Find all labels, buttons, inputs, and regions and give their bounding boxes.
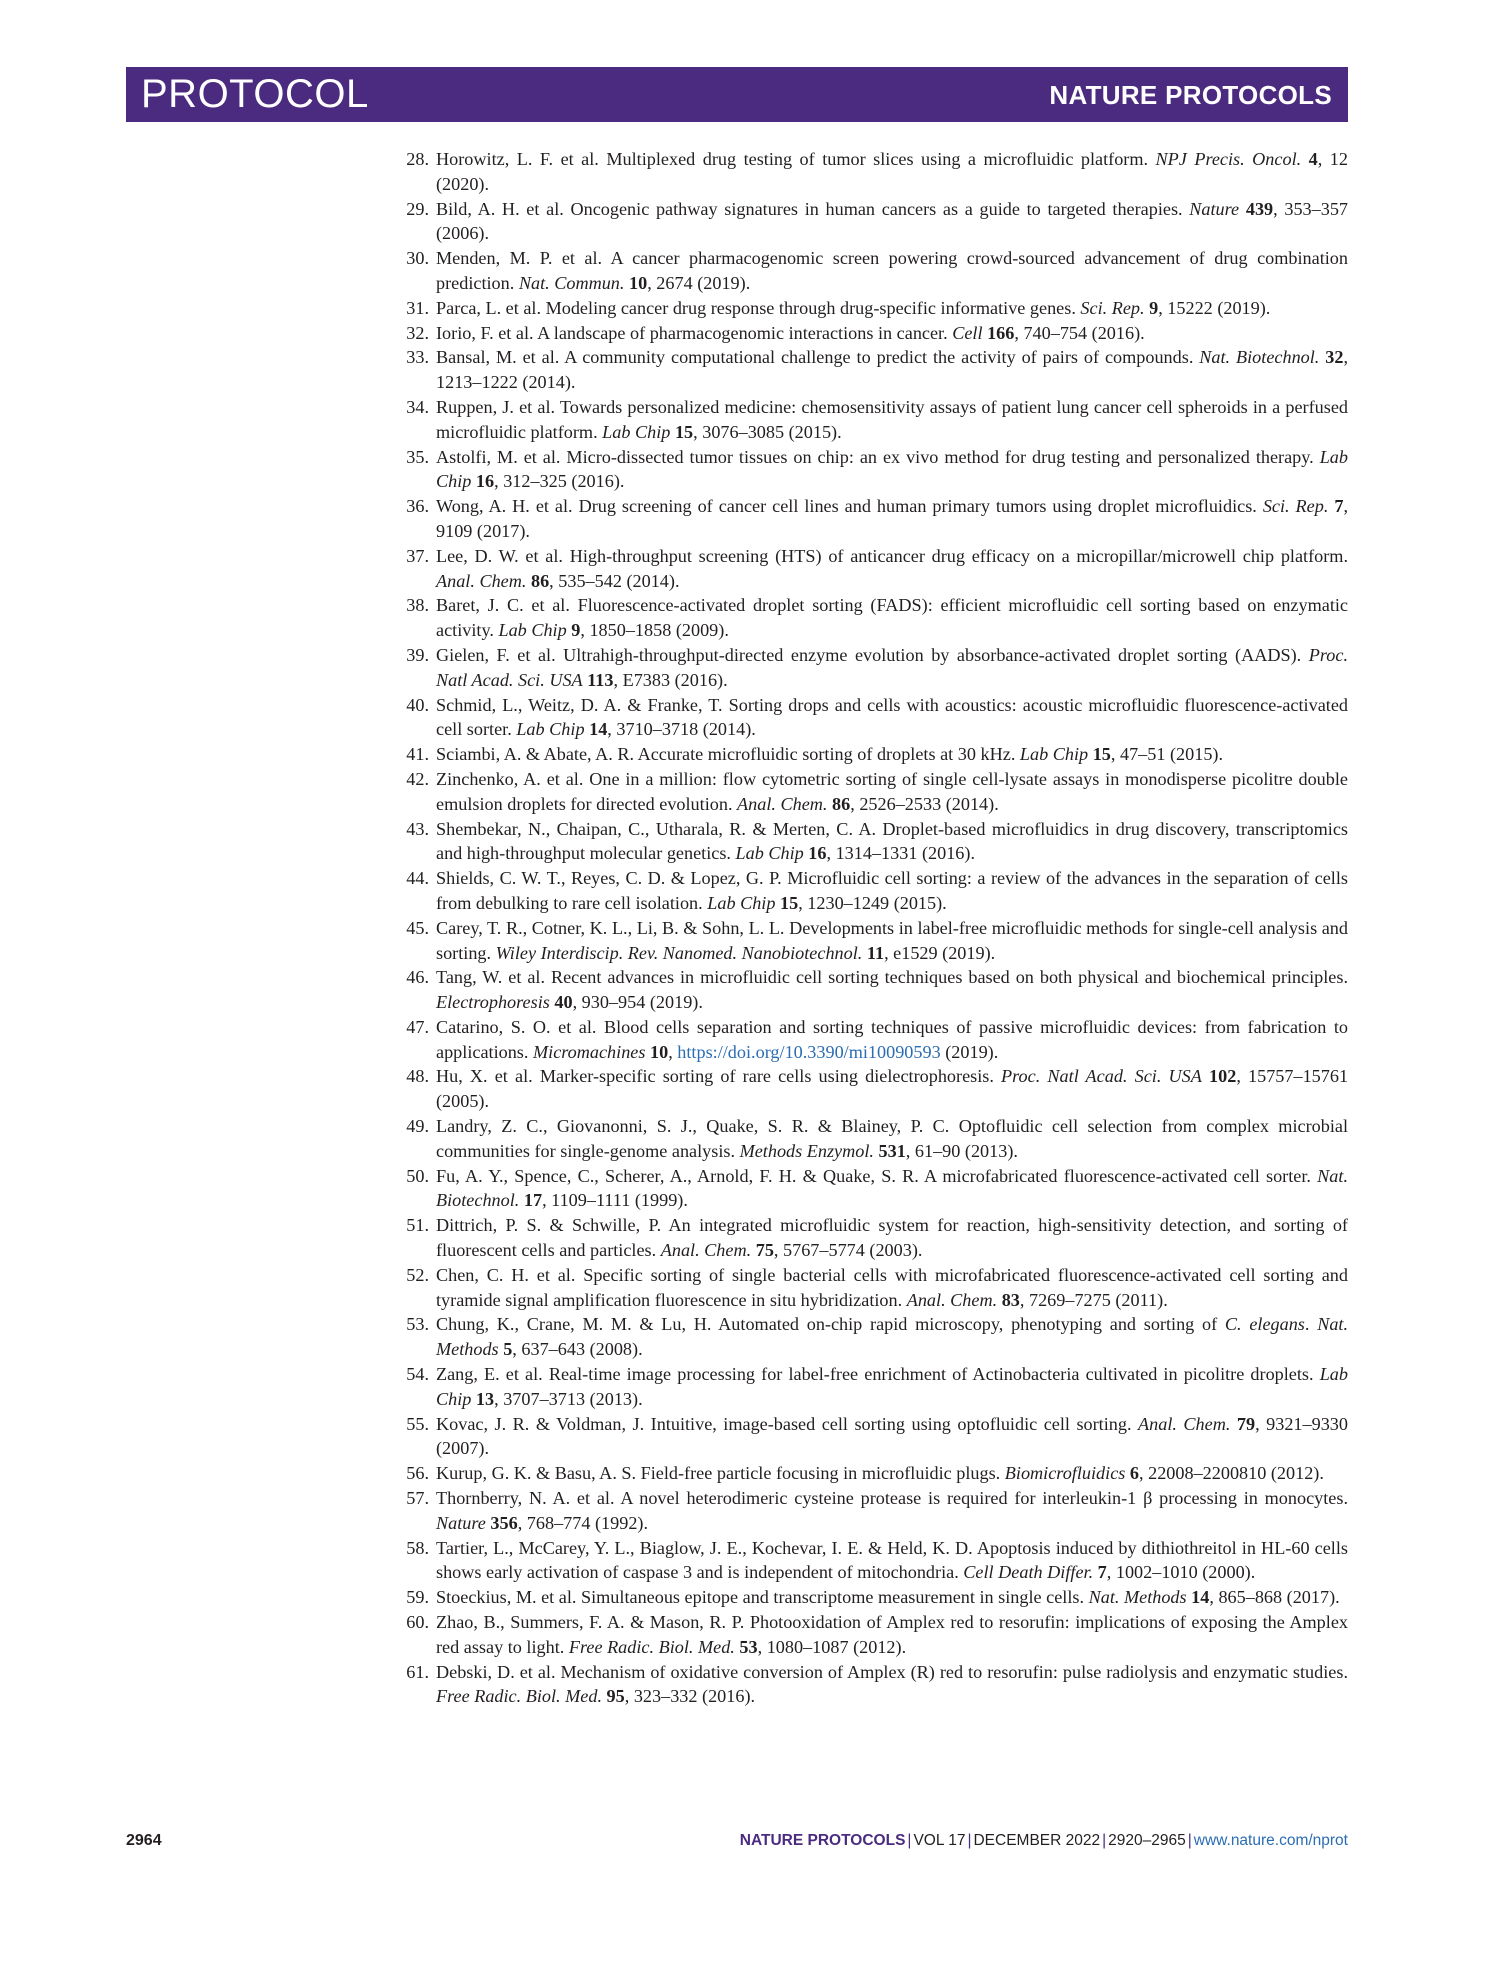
reference-volume: 11 [866, 942, 885, 963]
reference-text: Zhao, B., Summers, F. A. & Mason, R. P. Photooxidation of Amplex red to resorufin: implications of exposing the Amplex red assay to light. [436, 1612, 1348, 1657]
reference-journal: Lab Chip [516, 719, 585, 740]
reference-item [399, 866, 1348, 916]
reference-volume: 14 [1191, 1587, 1210, 1608]
reference-item [399, 1362, 1348, 1412]
reference-text: Horowitz, L. F. et al. Multiplexed drug testing of tumor slices using a microfluidic platform. [436, 149, 1156, 169]
reference-number: 60. [406, 1612, 429, 1633]
reference-text: Zinchenko, A. et al. One in a million: flow cytometric sorting of single cell-lysate assays in monodisperse picolitre double emulsion droplets for directed evolution. [436, 768, 1348, 814]
reference-text: Lee, D. W. et al. High-throughput screening (HTS) of anticancer drug efficacy on a micropillar/microwell chip platform. [436, 545, 1348, 566]
reference-number: 37. [406, 545, 429, 566]
reference-item [399, 321, 1348, 346]
reference-number: 47. [406, 1016, 429, 1037]
reference-item [399, 1461, 1348, 1486]
reference-journal: Nat. Methods [436, 1314, 1349, 1360]
footer-separator: | [1102, 1832, 1107, 1849]
footer-separator: | [1187, 1832, 1192, 1849]
reference-number: 44. [406, 868, 429, 889]
reference-journal: Lab Chip [1019, 744, 1089, 765]
reference-journal: Nat. Methods [1088, 1587, 1187, 1608]
reference-number: 57. [406, 1488, 429, 1509]
reference-journal: Anal. Chem. [436, 570, 527, 591]
reference-item [399, 494, 1348, 544]
reference-journal: Anal. Chem. [1138, 1413, 1231, 1434]
reference-text: Chung, K., Crane, M. M. & Lu, H. Automated on-chip rapid microscopy, phenotyping and sorting of [436, 1314, 1225, 1335]
reference-pages: , 2674 (2019). [647, 272, 751, 293]
reference-pages: , E7383 (2016). [613, 669, 728, 690]
reference-text: Tang, W. et al. Recent advances in microfluidic cell sorting techniques based on both physical and biochemical principles. [436, 967, 1348, 988]
reference-item [399, 1015, 1348, 1065]
reference-volume: 16 [475, 471, 495, 492]
reference-number: 42. [406, 768, 429, 789]
reference-text: Kurup, G. K. & Basu, A. S. Field-free particle focusing in microfluidic plugs. [436, 1463, 1005, 1484]
reference-journal: C. elegans [1224, 1314, 1305, 1335]
reference-pages: , 1109–1111 (1999). [542, 1190, 688, 1211]
footer-separator: | [907, 1832, 912, 1849]
reference-text: Menden, M. P. et al. A cancer pharmacogenomic screen powering crowd-sourced advancement of drug combination prediction. [436, 248, 1348, 293]
footer-citation [740, 1832, 1348, 1850]
reference-number: 28. [406, 149, 429, 169]
reference-journal: Lab Chip [707, 892, 776, 913]
reference-pages: , 3710–3718 (2014). [607, 719, 756, 740]
reference-pages: , 15757–15761 (2005). [436, 1066, 1349, 1112]
reference-journal: Electrophoresis [436, 992, 550, 1013]
reference-volume: 439 [1245, 198, 1274, 219]
reference-pages: , [668, 1041, 678, 1062]
reference-journal: Anal. Chem. [660, 1240, 752, 1261]
reference-volume: 7 [1097, 1562, 1107, 1583]
reference-text: Kovac, J. R. & Voldman, J. Intuitive, image-based cell sorting using optofluidic cell sorting. [436, 1413, 1139, 1434]
reference-volume: 15 [780, 892, 799, 913]
reference-item [399, 1536, 1348, 1586]
reference-item [399, 965, 1348, 1015]
reference-journal: Nature [436, 1512, 486, 1533]
reference-number: 31. [406, 297, 429, 318]
reference-pages: , e1529 (2019). [884, 942, 996, 963]
reference-number: 33. [406, 347, 429, 368]
reference-spacer [1202, 1066, 1209, 1086]
reference-number: 43. [406, 818, 429, 839]
reference-item [399, 817, 1348, 867]
footer-date: DECEMBER 2022 [973, 1832, 1101, 1849]
reference-item [399, 1164, 1348, 1214]
reference-item [399, 1585, 1348, 1610]
footer-journal: NATURE PROTOCOLS [739, 1832, 906, 1849]
reference-number: 53. [406, 1314, 429, 1335]
reference-item [399, 395, 1348, 445]
reference-pages: , 865–868 (2017). [1209, 1587, 1340, 1608]
reference-item [399, 693, 1348, 743]
reference-volume: 9 [1149, 297, 1159, 318]
reference-number: 49. [406, 1116, 429, 1137]
reference-pages: , 9321–9330 (2007). [436, 1413, 1348, 1459]
footer-pages: 2920–2965 [1108, 1832, 1186, 1849]
reference-journal: Proc. Natl Acad. Sci. USA [1001, 1066, 1202, 1087]
reference-text: Debski, D. et al. Mechanism of oxidative conversion of Amplex (R) red to resorufin: pulse radiolysis and enzymatic studies. [436, 1661, 1348, 1682]
reference-pages: , 353–357 (2006). [436, 198, 1349, 244]
reference-text: Tartier, L., McCarey, Y. L., Biaglow, J. E., Kochevar, I. E. & Held, K. D. Apoptosis induced by dithiothreitol in HL-60 cells shows early activation of caspase 3 and is independent of mitochondria. [436, 1537, 1348, 1583]
reference-journal: Nat. Commun. [518, 272, 625, 293]
reference-volume: 79 [1236, 1413, 1256, 1434]
reference-journal: Anal. Chem. [906, 1289, 998, 1310]
reference-number: 54. [406, 1364, 429, 1385]
reference-pages: , 7269–7275 (2011). [1019, 1289, 1168, 1310]
reference-item [399, 147, 1348, 197]
reference-volume: 9 [571, 620, 581, 641]
reference-pages: , 12 (2020). [436, 149, 1348, 194]
reference-text: Ruppen, J. et al. Towards personalized medicine: chemosensitivity assays of patient lung cancer cell spheroids in a perfused microfluidic platform. [436, 396, 1348, 442]
reference-number: 59. [406, 1587, 429, 1608]
reference-journal: Biomicrofluidics [1004, 1463, 1126, 1484]
reference-journal: Free Radic. Biol. Med. [436, 1686, 602, 1707]
reference-item [399, 296, 1348, 321]
reference-journal: Lab Chip [498, 620, 567, 641]
reference-pages: , 1080–1087 (2012). [757, 1636, 907, 1657]
reference-list [399, 147, 1348, 1709]
reference-item [399, 1064, 1348, 1114]
reference-text: Sciambi, A. & Abate, A. R. Accurate microfluidic sorting of droplets at 30 kHz. [436, 744, 1020, 765]
reference-text: Schmid, L., Weitz, D. A. & Franke, T. Sorting drops and cells with acoustics: acoustic microfluidic fluorescence-activated cell sorter. [436, 694, 1348, 740]
reference-text: Shields, C. W. T., Reyes, C. D. & Lopez, G. P. Microfluidic cell sorting: a review of the advances in the separation of cells from debulking to rare cell isolation. [436, 868, 1348, 913]
reference-pages: , 312–325 (2016). [494, 471, 625, 492]
reference-item [399, 1412, 1348, 1462]
reference-number: 30. [406, 248, 429, 269]
reference-item [399, 1312, 1348, 1362]
reference-item [399, 197, 1348, 247]
reference-item [399, 643, 1348, 693]
journal-name: NATURE PROTOCOLS [1049, 80, 1332, 110]
reference-pages: , 535–542 (2014). [549, 570, 680, 591]
reference-year: (2019). [940, 1041, 999, 1062]
reference-volume: 5 [503, 1339, 513, 1360]
reference-pages: , 3707–3713 (2013). [494, 1388, 643, 1409]
reference-text: Iorio, F. et al. A landscape of pharmacogenomic interactions in cancer. [436, 322, 953, 343]
reference-pages: , 1213–1222 (2014). [436, 347, 1349, 393]
reference-text: Gielen, F. et al. Ultrahigh-throughput-directed enzyme evolution by absorbance-activated droplet sorting (AADS). [436, 644, 1309, 665]
reference-text: Landry, Z. C., Giovanonni, S. J., Quake, S. R. & Blainey, P. C. Optofluidic cell selection from complex microbial communities for single-genome analysis. [436, 1116, 1348, 1161]
reference-text: Stoeckius, M. et al. Simultaneous epitope and transcriptome measurement in single cells. [436, 1587, 1089, 1608]
reference-pages: , 2526–2533 (2014). [850, 793, 999, 814]
reference-text: Astolfi, M. et al. Micro-dissected tumor tissues on chip: an ex vivo method for drug testing and personalized therapy. [436, 446, 1320, 467]
reference-item [399, 345, 1348, 395]
reference-journal: Sci. Rep. [1262, 496, 1329, 517]
reference-text: Wong, A. H. et al. Drug screening of cancer cell lines and human primary tumors using droplet microfluidics. [436, 496, 1263, 517]
reference-doi-link[interactable]: https://doi.org/10.3390/mi10090593 [677, 1041, 941, 1062]
reference-pages: , 61–90 (2013). [905, 1140, 1018, 1161]
reference-journal: Cell [952, 322, 983, 343]
header-banner [126, 67, 1348, 122]
reference-item [399, 1114, 1348, 1164]
reference-item [399, 916, 1348, 966]
reference-text: Shembekar, N., Chaipan, C., Utharala, R. & Merten, C. A. Droplet-based microfluidics in drug discovery, transcriptomics and high-throughput molecular genetics. [436, 818, 1348, 864]
reference-number: 36. [406, 496, 429, 517]
reference-pages: , 1002–1010 (2000). [1106, 1562, 1256, 1583]
reference-number: 58. [406, 1537, 429, 1558]
reference-number: 29. [406, 198, 429, 219]
reference-item [399, 544, 1348, 594]
reference-pages: , 740–754 (2016). [1014, 322, 1145, 343]
reference-number: 41. [406, 744, 429, 765]
reference-volume: 113 [587, 669, 614, 690]
footer-separator: | [967, 1832, 972, 1849]
reference-number: 35. [406, 446, 429, 467]
reference-number: 51. [406, 1215, 429, 1236]
reference-number: 40. [406, 694, 429, 715]
page-number: 2964 [126, 1832, 162, 1849]
reference-pages: , 1230–1249 (2015). [798, 892, 947, 913]
reference-number: 55. [406, 1413, 429, 1434]
reference-journal: Wiley Interdiscip. Rev. Nanomed. Nanobiotechnol. [495, 942, 863, 963]
reference-text: Parca, L. et al. Modeling cancer drug response through drug-specific informative genes. [436, 297, 1081, 318]
reference-volume: 356 [490, 1512, 518, 1533]
reference-number: 38. [406, 595, 429, 616]
reference-volume: 14 [589, 719, 608, 740]
reference-volume: 16 [808, 843, 827, 864]
reference-number: 52. [406, 1264, 429, 1285]
reference-volume: 6 [1129, 1463, 1139, 1484]
reference-volume: 7 [1334, 496, 1344, 517]
reference-volume: 83 [1001, 1289, 1020, 1310]
reference-pages: , 323–332 (2016). [624, 1686, 756, 1707]
reference-item [399, 767, 1348, 817]
reference-pages: , 22008–2200810 (2012). [1139, 1463, 1324, 1484]
reference-volume: 32 [1325, 347, 1344, 368]
reference-spacer: . [1304, 1314, 1318, 1335]
reference-number: 39. [406, 644, 429, 665]
reference-pages: , 5767–5774 (2003). [773, 1240, 923, 1261]
reference-pages: , 768–774 (1992). [517, 1512, 649, 1533]
reference-volume: 53 [739, 1636, 758, 1657]
reference-volume: 10 [629, 272, 648, 293]
reference-text: Carey, T. R., Cotner, K. L., Li, B. & Sohn, L. L. Developments in label-free microfluidic methods for single-cell analysis and sorting. [436, 917, 1348, 963]
reference-number: 46. [406, 967, 429, 988]
reference-journal: Micromachines [532, 1041, 646, 1062]
reference-journal: Sci. Rep. [1080, 297, 1145, 318]
reference-item [399, 593, 1348, 643]
reference-item [399, 1213, 1348, 1263]
reference-pages: , 930–954 (2019). [572, 992, 703, 1013]
reference-volume: 166 [987, 322, 1015, 343]
reference-volume: 13 [475, 1388, 495, 1409]
reference-pages: , 3076–3085 (2015). [693, 421, 842, 442]
reference-item [399, 246, 1348, 296]
reference-item [399, 445, 1348, 495]
reference-volume: 531 [878, 1140, 906, 1161]
reference-item [399, 1486, 1348, 1536]
reference-text: Hu, X. et al. Marker-specific sorting of rare cells using dielectrophoresis. [436, 1066, 1002, 1087]
reference-text: Catarino, S. O. et al. Blood cells separation and sorting techniques of passive microfluidic devices: from fabrication to applications. [436, 1016, 1348, 1062]
reference-volume: 4 [1308, 149, 1318, 169]
reference-journal: NPJ Precis. Oncol. [1155, 149, 1302, 169]
reference-number: 61. [406, 1661, 429, 1682]
reference-number: 34. [406, 396, 429, 417]
reference-item [399, 1660, 1348, 1710]
reference-item [399, 1610, 1348, 1660]
reference-pages: , 1850–1858 (2009). [580, 620, 729, 641]
reference-pages: , 9109 (2017). [436, 496, 1349, 541]
reference-text: Dittrich, P. S. & Schwille, P. An integrated microfluidic system for reaction, high-sensitivity detection, and sorting of fluorescent cells and particles. [436, 1215, 1348, 1261]
reference-text: Baret, J. C. et al. Fluorescence-activated droplet sorting (FADS): efficient microfluidic cell sorting based on enzymatic activity. [436, 595, 1348, 641]
reference-number: 48. [406, 1066, 429, 1087]
reference-volume: 17 [523, 1190, 543, 1211]
footer-volume: VOL 17 [913, 1832, 966, 1849]
reference-item [399, 1263, 1348, 1313]
reference-volume: 86 [530, 570, 550, 591]
reference-journal: Lab Chip [436, 446, 1348, 492]
reference-volume: 15 [674, 421, 694, 442]
reference-journal: Nature [1189, 198, 1240, 219]
reference-journal: Free Radic. Biol. Med. [568, 1636, 735, 1657]
reference-number: 32. [406, 322, 429, 343]
footer-url-link[interactable]: www.nature.com/nprot [1193, 1832, 1348, 1849]
reference-volume: 40 [554, 992, 573, 1013]
reference-volume: 95 [606, 1686, 625, 1707]
reference-text: Chen, C. H. et al. Specific sorting of single bacterial cells with microfabricated fluorescence-activated cell sorting and tyramide signal amplification fluorescence in situ hybridization. [436, 1264, 1348, 1310]
reference-item [399, 742, 1348, 767]
reference-number: 56. [406, 1463, 429, 1484]
reference-pages: , 637–643 (2008). [512, 1339, 643, 1360]
reference-text: Zang, E. et al. Real-time image processing for label-free enrichment of Actinobacteria cultivated in picolitre droplets. [436, 1364, 1320, 1385]
reference-number: 45. [406, 917, 429, 938]
reference-volume: 86 [832, 793, 851, 814]
reference-number: 50. [406, 1165, 429, 1186]
reference-pages: , 15222 (2019). [1158, 297, 1271, 318]
reference-journal: Proc. Natl Acad. Sci. USA [436, 644, 1348, 690]
reference-journal: Anal. Chem. [737, 793, 828, 814]
reference-journal: Cell Death Differ. [963, 1562, 1094, 1583]
reference-text: Bild, A. H. et al. Oncogenic pathway signatures in human cancers as a guide to targeted therapies. [436, 198, 1190, 219]
reference-volume: 15 [1092, 744, 1111, 765]
reference-text: Thornberry, N. A. et al. A novel heterodimeric cysteine protease is required for interleukin-1 β processing in monocytes. [436, 1488, 1348, 1509]
reference-volume: 75 [755, 1240, 774, 1261]
reference-journal: Lab Chip [735, 843, 804, 864]
reference-text: Bansal, M. et al. A community computational challenge to predict the activity of pairs of compounds. [436, 347, 1200, 368]
reference-journal: Nat. Biotechnol. [436, 1165, 1348, 1211]
reference-text: Fu, A. Y., Spence, C., Scherer, A., Arnold, F. H. & Quake, S. R. A microfabricated fluorescence-activated cell sorter. [436, 1165, 1318, 1186]
reference-journal: Nat. Biotechnol. [1199, 347, 1320, 368]
reference-journal: Lab Chip [602, 421, 671, 442]
reference-volume: 10 [650, 1041, 669, 1062]
reference-journal: Methods Enzymol. [739, 1140, 874, 1161]
reference-spacer [1301, 149, 1309, 169]
reference-pages: , 47–51 (2015). [1110, 744, 1224, 765]
reference-journal: Lab Chip [436, 1364, 1348, 1409]
reference-volume: 102 [1209, 1066, 1237, 1087]
reference-pages: , 1314–1331 (2016). [826, 843, 976, 864]
article-type: PROTOCOL [141, 72, 369, 116]
reference-spacer [1239, 199, 1246, 219]
